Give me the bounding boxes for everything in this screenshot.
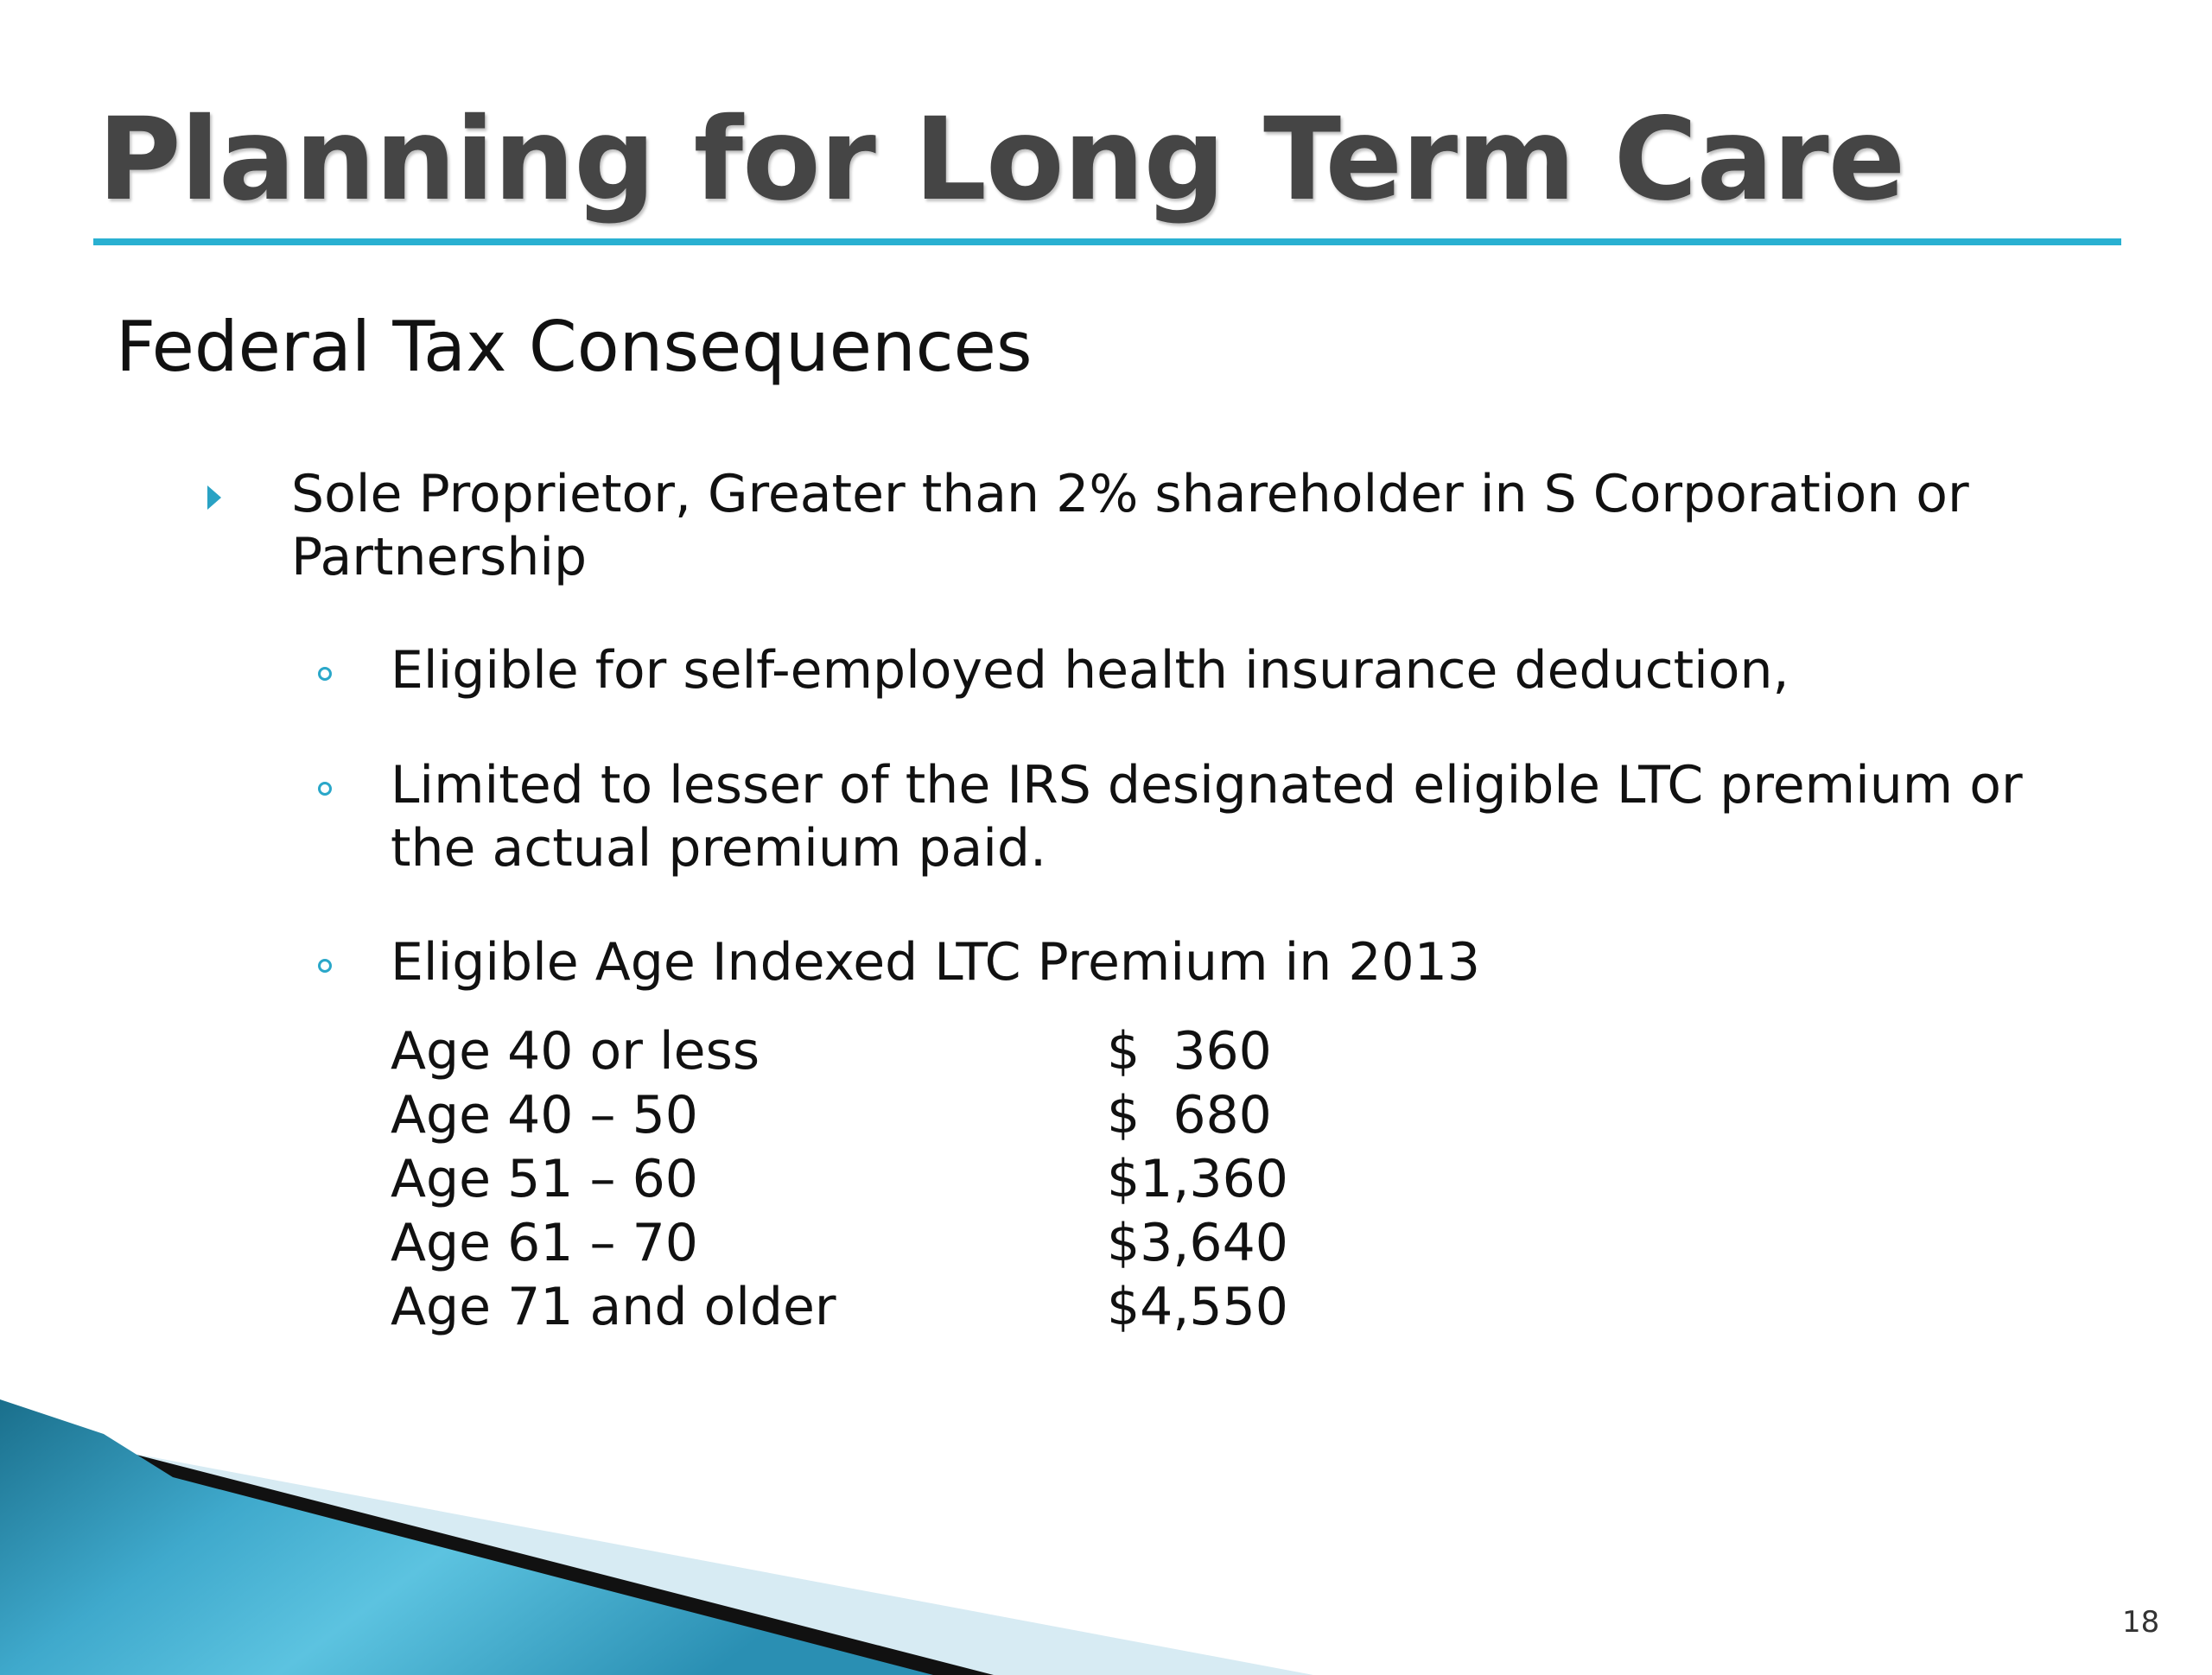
bullet-text: Sole Proprietor, Greater than 2% shareholder in S Corporation or Partnership xyxy=(291,464,1969,587)
page-number: 18 xyxy=(2122,1605,2160,1640)
circle-bullet-icon xyxy=(318,959,332,973)
age-cell: Age 51 – 60 xyxy=(391,1149,698,1209)
table-row xyxy=(391,1211,1288,1275)
table-row xyxy=(391,1019,1288,1083)
sub-bullet-text: Eligible Age Indexed LTC Premium in 2013 xyxy=(391,932,1481,993)
slide-title: Planning for Long Term Care xyxy=(98,93,1905,226)
amount-cell: $ 680 xyxy=(1107,1085,1272,1145)
table-row xyxy=(391,1275,1288,1339)
title-underline xyxy=(93,238,2121,245)
sub-bullet-text: Eligible for self-employed health insurance deduction, xyxy=(391,640,1789,701)
decorative-swoosh xyxy=(0,1399,1382,1675)
age-cell: Age 61 – 70 xyxy=(391,1213,698,1273)
amount-cell: $1,360 xyxy=(1107,1149,1288,1209)
table-row xyxy=(391,1147,1288,1211)
age-cell: Age 71 and older xyxy=(391,1277,836,1337)
circle-bullet-icon xyxy=(318,782,332,796)
premium-table xyxy=(391,1019,1288,1339)
triangle-bullet-icon xyxy=(207,485,221,510)
slide-subtitle: Federal Tax Consequences xyxy=(116,307,1033,387)
circle-bullet-icon xyxy=(318,667,332,681)
amount-cell: $4,550 xyxy=(1107,1277,1288,1337)
table-row xyxy=(391,1083,1288,1147)
age-cell: Age 40 – 50 xyxy=(391,1085,698,1145)
age-cell: Age 40 or less xyxy=(391,1021,760,1082)
amount-cell: $3,640 xyxy=(1107,1213,1288,1273)
amount-cell: $ 360 xyxy=(1107,1021,1272,1082)
sub-bullet-text: Limited to lesser of the IRS designated eligible LTC premium or the actual premium paid. xyxy=(391,755,2023,879)
